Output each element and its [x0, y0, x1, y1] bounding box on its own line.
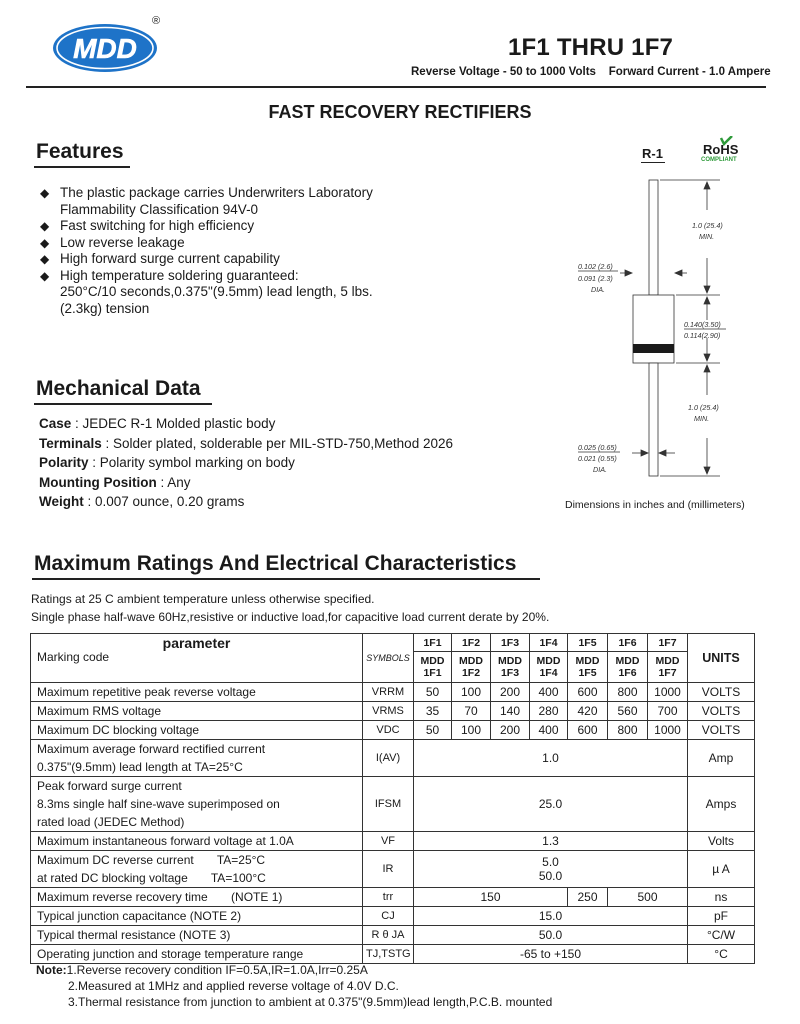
mechanical-row: [39, 473, 489, 493]
marking-code-label: Marking code: [37, 650, 110, 664]
value-cell: 50: [414, 721, 452, 740]
dim-body-dia-min: 0.091 (2.3): [578, 274, 613, 283]
parameter-cell-line: Maximum repetitive peak reverse voltage: [37, 685, 256, 699]
header-divider: [26, 86, 766, 88]
feature-item: [38, 268, 458, 318]
parameter-cell: [31, 721, 363, 740]
feature-item: [38, 251, 458, 268]
table-row: [31, 945, 755, 964]
unit-cell: VOLTS: [688, 702, 755, 721]
mechanical-label: Weight: [39, 494, 84, 509]
parameter-header-cell: [31, 634, 363, 683]
marking-code-cell: [568, 652, 608, 683]
note-item: [36, 962, 776, 978]
parameter-cell: [31, 832, 363, 851]
table-row: [31, 721, 755, 740]
mechanical-value: : Solder plated, solderable per MIL-STD-750,Method 2026: [101, 435, 453, 451]
value-cell: 600: [568, 683, 608, 702]
mechanical-row: [39, 453, 489, 473]
table-row: [31, 683, 755, 702]
rohs-logo: [701, 136, 745, 166]
note-text: 3.Thermal resistance from junction to ambient at 0.375"(9.5mm)lead length,P.C.B. mounted: [68, 995, 553, 1009]
mechanical-row: [39, 414, 489, 434]
symbol-cell: VF: [363, 832, 414, 851]
features-list: [38, 185, 458, 317]
value-cell: 800: [608, 683, 648, 702]
parameter-cell-line: Maximum DC reverse current TA=25°C: [37, 853, 266, 867]
dim-lead-dia-min: 0.021 (0.55): [578, 454, 617, 463]
parameter-cell: [31, 702, 363, 721]
parameter-cell: [31, 777, 363, 832]
marking-code-cell-line: MDD: [536, 655, 561, 667]
symbol-cell: R θ JA: [363, 926, 414, 945]
dimensions-caption: Dimensions in inches and (millimeters): [565, 499, 745, 511]
unit-cell: VOLTS: [688, 721, 755, 740]
symbol-cell: I(AV): [363, 740, 414, 777]
value-cell-line: -65 to +150: [519, 947, 582, 961]
value-cell: 250: [568, 888, 608, 907]
marking-code-cell-line: MDD: [459, 655, 483, 667]
ratings-table: [30, 633, 755, 964]
parameter-cell: [31, 926, 363, 945]
value-cell: [414, 851, 688, 888]
feature-item: [38, 185, 458, 218]
marking-code-cell: [648, 652, 688, 683]
part-number-header: 1F2: [452, 634, 491, 652]
part-number-header: 1F3: [491, 634, 530, 652]
symbols-header: SYMBOLS: [363, 634, 414, 683]
value-cell: 200: [491, 721, 530, 740]
symbol-cell: trr: [363, 888, 414, 907]
part-number-header: 1F6: [608, 634, 648, 652]
value-cell: [414, 926, 688, 945]
value-cell: 1000: [648, 721, 688, 740]
marking-code-cell-line: 1F2: [461, 667, 481, 679]
value-cell-line: 1.3: [542, 834, 559, 848]
ratings-heading-underline: [32, 578, 540, 580]
features-heading: Features: [36, 140, 124, 163]
mechanical-label: Terminals: [39, 435, 102, 451]
symbol-cell: IFSM: [363, 777, 414, 832]
table-row: [31, 907, 755, 926]
parameter-cell: [31, 851, 363, 888]
rohs-compliant-text: COMPLIANT: [701, 157, 737, 163]
note-label: Note:: [36, 963, 67, 977]
value-cell: 1000: [648, 683, 688, 702]
ratings-heading: Maximum Ratings And Electrical Characteristics: [34, 552, 517, 575]
parameter-cell: [31, 683, 363, 702]
parameter-cell-line: 0.375"(9.5mm) lead length at TA=25°C: [37, 760, 243, 774]
r1-package-outline-drawing: [560, 170, 780, 490]
rohs-text: RoHS: [703, 142, 739, 157]
package-name: R-1: [642, 146, 663, 161]
value-cell: [414, 740, 688, 777]
mechanical-label: Case: [39, 416, 72, 431]
marking-code-cell-line: 1F4: [539, 667, 558, 679]
ratings-conditions: [31, 590, 549, 626]
marking-code-cell-line: 1F6: [618, 667, 637, 679]
parameter-header: parameter: [162, 635, 231, 651]
parameter-cell-line: at rated DC blocking voltage TA=100°C: [37, 871, 266, 885]
mechanical-heading-underline: [34, 403, 212, 405]
value-cell-line: 50.0: [538, 869, 563, 883]
note-item: [36, 994, 776, 1010]
mechanical-data-list: [39, 414, 489, 512]
marking-code-cell-line: MDD: [655, 655, 680, 667]
value-cell: 500: [608, 888, 688, 907]
mechanical-row: [39, 492, 489, 512]
parameter-cell: [31, 888, 363, 907]
parameter-cell-line: Maximum average forward rectified current: [37, 742, 266, 756]
parameter-cell-line: Typical thermal resistance (NOTE 3): [37, 928, 231, 942]
value-cell-line: 25.0: [538, 797, 563, 811]
marking-code-cell-line: 1F3: [500, 667, 520, 679]
feature-line: ◆ High temperature soldering guaranteed:: [60, 267, 299, 283]
table-row: [31, 926, 755, 945]
parameter-cell: [31, 740, 363, 777]
dim-body-length-min: 0.114(2.90): [684, 331, 721, 340]
dim-bottom-lead-min: MIN.: [694, 414, 710, 423]
table-row: [31, 832, 755, 851]
parameter-cell-line: Maximum RMS voltage: [37, 704, 162, 718]
symbol-cell: TJ,TSTG: [363, 945, 414, 964]
package-name-underline: [641, 162, 665, 163]
feature-item: [38, 235, 458, 252]
table-row: [31, 702, 755, 721]
value-cell-line: 50.0: [538, 928, 563, 942]
part-number-header: 1F1: [414, 634, 452, 652]
parameter-cell: [31, 945, 363, 964]
value-cell: 100: [452, 683, 491, 702]
part-number-header: 1F7: [648, 634, 688, 652]
ratings-condition-temp: Ratings at 25 C ambient temperature unless otherwise specified.: [31, 592, 375, 606]
value-cell: [414, 777, 688, 832]
mechanical-value: : Polarity symbol marking on body: [88, 455, 295, 470]
value-cell-line: 5.0: [542, 855, 559, 869]
symbol-cell: VRMS: [363, 702, 414, 721]
symbol-cell: VDC: [363, 721, 414, 740]
parameter-cell-line: Typical junction capacitance (NOTE 2): [37, 909, 242, 923]
note-item: [36, 978, 776, 994]
dim-bottom-lead-length: 1.0 (25.4): [688, 403, 719, 412]
note-text: 2.Measured at 1MHz and applied reverse voltage of 4.0V D.C.: [68, 979, 399, 993]
value-cell-line: 1.0: [542, 751, 559, 765]
table-row: [31, 888, 755, 907]
part-number-header: 1F5: [568, 634, 608, 652]
marking-code-cell-line: MDD: [498, 655, 522, 667]
symbol-cell: IR: [363, 851, 414, 888]
note-text: 1.Reverse recovery condition IF=0.5A,IR=1.0A,Irr=0.25A: [66, 963, 368, 977]
ratings-subtitle: Reverse Voltage - 50 to 1000 Volts Forward Current - 1.0 Ampere: [411, 66, 771, 78]
table-row: [31, 851, 755, 888]
registered-mark: ®: [152, 15, 161, 27]
value-cell: 70: [452, 702, 491, 721]
marking-code-cell-line: MDD: [575, 655, 600, 667]
mechanical-value: : JEDEC R-1 Molded plastic body: [71, 416, 276, 431]
value-cell: [414, 832, 688, 851]
unit-cell: Amps: [688, 777, 755, 832]
marking-code-cell: [530, 652, 568, 683]
parameter-cell: [31, 907, 363, 926]
feature-line: ◆ The plastic package carries Underwriters Laboratory: [60, 185, 373, 200]
notes-section: [36, 962, 776, 1010]
dim-top-lead-min: MIN.: [699, 232, 715, 241]
value-cell: 200: [491, 683, 530, 702]
logo-text: MDD: [73, 33, 137, 64]
unit-cell: Amp: [688, 740, 755, 777]
dim-lead-dia-label: DIA.: [593, 465, 607, 474]
part-series-title: 1F1 THRU 1F7: [508, 34, 674, 61]
feature-line: ◆ High forward surge current capability: [60, 251, 280, 266]
document-title: FAST RECOVERY RECTIFIERS: [268, 102, 532, 122]
marking-code-cell-line: 1F7: [658, 667, 677, 679]
feature-line: Flammability Classification 94V-0: [60, 201, 259, 217]
unit-cell: Volts: [688, 832, 755, 851]
unit-cell: ns: [688, 888, 755, 907]
value-cell: 150: [414, 888, 568, 907]
value-cell: 420: [568, 702, 608, 721]
marking-code-cell-line: 1F1: [423, 667, 442, 679]
dim-body-length-max: 0.140(3.50): [684, 320, 721, 329]
features-heading-underline: [34, 166, 130, 168]
symbol-cell: CJ: [363, 907, 414, 926]
feature-item: [38, 218, 458, 235]
table-row: [31, 777, 755, 832]
feature-line: (2.3kg) tension: [60, 300, 150, 316]
mechanical-label: Polarity: [39, 455, 89, 470]
mechanical-label: Mounting Position: [39, 474, 157, 490]
marking-code-cell: [491, 652, 530, 683]
marking-code-cell-line: MDD: [615, 655, 640, 667]
value-cell: 140: [491, 702, 530, 721]
ratings-condition-load: Single phase half-wave 60Hz,resistive or inductive load,for capacitive load current derate by 20%.: [31, 610, 550, 624]
value-cell: 400: [530, 683, 568, 702]
feature-line: ◆ Fast switching for high efficiency: [60, 218, 255, 233]
symbol-cell: VRRM: [363, 683, 414, 702]
mdd-logo-icon: [50, 22, 160, 74]
marking-code-cell: [452, 652, 491, 683]
table-header-row: [31, 634, 755, 652]
mechanical-row: [39, 434, 489, 454]
value-cell: [414, 907, 688, 926]
parameter-cell-line: Maximum instantaneous forward voltage at 1.0A: [37, 834, 294, 848]
unit-cell: µ A: [688, 851, 755, 888]
parameter-cell-line: Maximum reverse recovery time (NOTE 1): [37, 890, 283, 904]
unit-cell: °C/W: [688, 926, 755, 945]
mechanical-value: : Any: [156, 474, 191, 490]
units-header: UNITS: [688, 634, 755, 683]
value-cell: 280: [530, 702, 568, 721]
parameter-cell-line: rated load (JEDEC Method): [37, 815, 185, 829]
parameter-cell-line: 8.3ms single half sine-wave superimposed on: [37, 797, 280, 811]
value-cell: 800: [608, 721, 648, 740]
dim-top-lead-length: 1.0 (25.4): [692, 221, 723, 230]
marking-code-cell-line: 1F5: [578, 667, 597, 679]
unit-cell: pF: [688, 907, 755, 926]
value-cell: 560: [608, 702, 648, 721]
value-cell: 50: [414, 683, 452, 702]
dim-body-dia-max: 0.102 (2.6): [578, 262, 613, 271]
unit-cell: VOLTS: [688, 683, 755, 702]
value-cell-line: 15.0: [538, 909, 563, 923]
feature-line: 250°C/10 seconds,0.375"(9.5mm) lead length, 5 lbs.: [60, 284, 373, 299]
dim-body-dia-label: DIA.: [591, 285, 605, 294]
marking-code-cell: [608, 652, 648, 683]
value-cell: [414, 945, 688, 964]
dim-lead-dia-max: 0.025 (0.65): [578, 443, 617, 452]
marking-code-cell-line: MDD: [420, 655, 445, 667]
table-row: [31, 740, 755, 777]
parameter-cell-line: Maximum DC blocking voltage: [37, 723, 200, 737]
feature-line: ◆ Low reverse leakage: [60, 234, 185, 250]
value-cell: 400: [530, 721, 568, 740]
parameter-cell-line: Operating junction and storage temperature range: [37, 947, 304, 961]
part-number-header: 1F4: [530, 634, 568, 652]
value-cell: 35: [414, 702, 452, 721]
unit-cell: °C: [688, 945, 755, 964]
parameter-cell-line: Peak forward surge current: [37, 779, 182, 793]
value-cell: 600: [568, 721, 608, 740]
mechanical-value: : 0.007 ounce, 0.20 grams: [83, 494, 245, 509]
value-cell: 700: [648, 702, 688, 721]
value-cell: 100: [452, 721, 491, 740]
company-logo: [50, 22, 160, 74]
mechanical-data-heading: Mechanical Data: [36, 377, 201, 400]
marking-code-cell: [414, 652, 452, 683]
